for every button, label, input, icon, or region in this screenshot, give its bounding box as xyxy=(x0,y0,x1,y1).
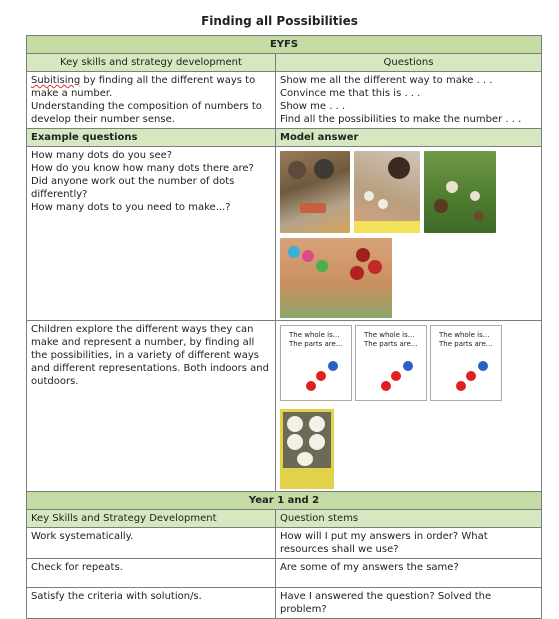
year12-skill-cell: Work systematically. xyxy=(27,528,276,559)
eyfs-skills-header: Key skills and strategy development xyxy=(27,54,276,72)
card-parts-label: The parts are... xyxy=(289,340,343,348)
whole-parts-card xyxy=(280,325,352,401)
dots-diagram xyxy=(378,360,422,394)
spell-check-word: Subitising xyxy=(31,75,81,86)
card-whole-label: The whole is... xyxy=(439,331,490,339)
year12-skills-header: Key Skills and Strategy Development xyxy=(27,510,276,528)
model-answer-cards xyxy=(276,321,542,492)
example-questions-cell xyxy=(27,147,276,321)
example-questions-header: Example questions xyxy=(27,129,276,147)
skill-composition: Understanding the composition of numbers to develop their number sense. xyxy=(31,101,262,125)
example-question: Did anyone work out the number of dots differently? xyxy=(31,176,235,200)
example-question: How do you know how many dots there are? xyxy=(31,163,254,174)
year12-question-cell: How will I put my answers in order? What resources shall we use? xyxy=(276,528,542,559)
card-parts-label: The parts are... xyxy=(439,340,493,348)
counting-board-photo xyxy=(280,238,392,318)
year12-questions-header: Question stems xyxy=(276,510,542,528)
page-title: Finding all Possibilities xyxy=(201,14,358,28)
possibilities-table xyxy=(26,35,542,619)
question-item: Find all the possibilities to make the number . . . xyxy=(280,114,522,125)
card-whole-label: The whole is... xyxy=(364,331,415,339)
year12-question-cell: Have I answered the question? Solved the problem? xyxy=(276,588,542,619)
year12-question-cell: Are some of my answers the same? xyxy=(276,559,542,588)
skill-subitising-rest: by finding all the different ways to make a number. xyxy=(31,75,256,99)
question-item: Convince me that this is . . . xyxy=(280,88,421,99)
dots-diagram xyxy=(303,360,347,394)
explore-cell xyxy=(27,321,276,492)
model-answer-header: Model answer xyxy=(276,129,542,147)
question-item: Show me all the different way to make . . . xyxy=(280,75,493,86)
outdoor-conkers-photo xyxy=(424,151,496,233)
example-question: How many dots to you need to make...? xyxy=(31,202,231,213)
whole-parts-card xyxy=(430,325,502,401)
model-answer-photos xyxy=(276,147,542,321)
example-question: How many dots do you see? xyxy=(31,150,173,161)
year12-band: Year 1 and 2 xyxy=(27,492,542,510)
eyfs-skills-cell xyxy=(27,72,276,129)
eyfs-questions-cell xyxy=(276,72,542,129)
year12-skill-cell: Satisfy the criteria with solution/s. xyxy=(27,588,276,619)
children-counting-photo xyxy=(280,151,350,233)
skill-subitising xyxy=(31,74,271,100)
eyfs-questions-header: Questions xyxy=(276,54,542,72)
card-parts-label: The parts are... xyxy=(364,340,418,348)
year12-skill-cell: Check for repeats. xyxy=(27,559,276,588)
explore-text: Children explore the different ways they can make and represent a number, by finding all the possibilities, in a variety of different ways and different representations. Both indoors and outdoors. xyxy=(31,324,269,387)
paper-plates-photo xyxy=(280,409,334,489)
question-item: Show me . . . xyxy=(280,101,346,112)
card-whole-label: The whole is... xyxy=(289,331,340,339)
dots-diagram xyxy=(453,360,497,394)
whole-parts-card xyxy=(355,325,427,401)
child-buttons-photo xyxy=(354,151,420,233)
eyfs-band: EYFS xyxy=(27,36,542,54)
